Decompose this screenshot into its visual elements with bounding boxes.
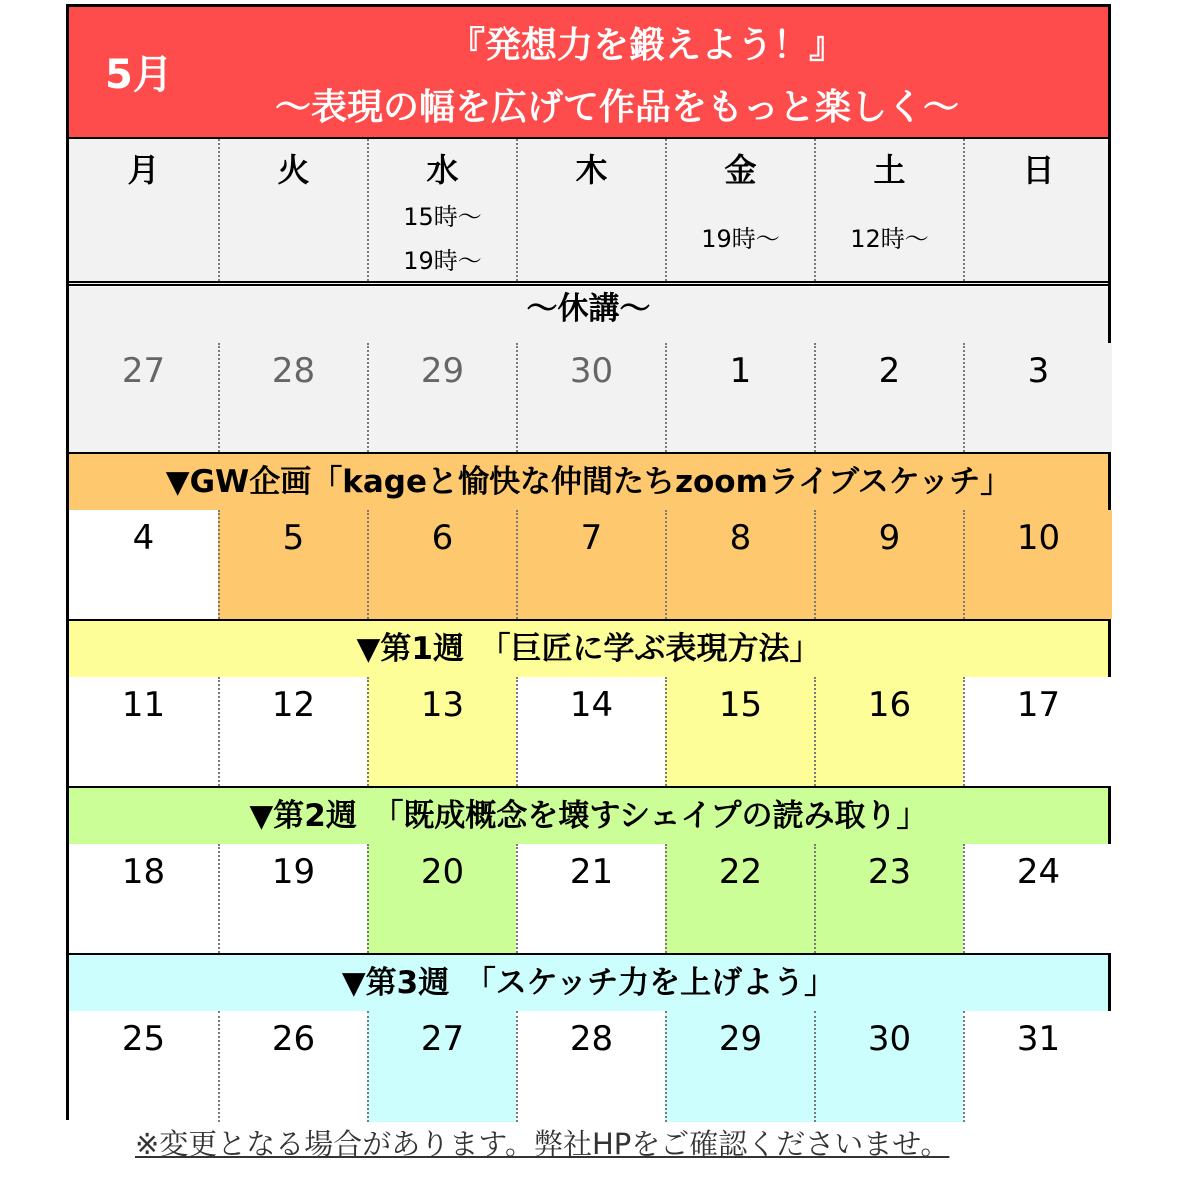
date-cell xyxy=(516,844,665,953)
weekday-name: 土 xyxy=(873,151,906,189)
date-cell xyxy=(516,510,665,619)
date-cell xyxy=(69,677,218,786)
weekday-name: 木 xyxy=(575,151,608,189)
date-cell xyxy=(665,677,814,786)
date-cell xyxy=(665,844,814,953)
week-banner: ▼第2週 「既成概念を壊すシェイプの読み取り」 xyxy=(69,788,1108,844)
calendar-header xyxy=(69,7,1108,139)
date-number: 30 xyxy=(867,1019,912,1059)
date-cell xyxy=(367,343,516,452)
date-number: 19 xyxy=(271,852,316,892)
session-time: 19時～ xyxy=(701,225,780,253)
weekday-name: 火 xyxy=(277,151,310,189)
session-time: 15時～ xyxy=(403,203,482,231)
date-number: 24 xyxy=(1016,852,1061,892)
date-number: 14 xyxy=(569,685,614,725)
date-cell xyxy=(814,510,963,619)
date-number: 26 xyxy=(271,1019,316,1059)
session-time: 19時～ xyxy=(403,247,482,275)
date-cell xyxy=(814,677,963,786)
date-number: 29 xyxy=(420,351,465,391)
date-cell xyxy=(367,844,516,953)
date-number: 10 xyxy=(1016,518,1061,558)
date-number: 7 xyxy=(580,518,603,558)
week-banner: ▼第3週 「スケッチ力を上げよう」 xyxy=(69,955,1108,1011)
weekday-column xyxy=(665,139,814,281)
date-number: 28 xyxy=(569,1019,614,1059)
weekday-name: 水 xyxy=(426,151,459,189)
weekday-name: 日 xyxy=(1022,151,1055,189)
date-cell xyxy=(963,844,1112,953)
date-number: 1 xyxy=(729,351,752,391)
session-time: 12時～ xyxy=(850,225,929,253)
date-cell xyxy=(218,343,367,452)
weekday-column xyxy=(963,139,1112,281)
date-number: 8 xyxy=(729,518,752,558)
footer-note: ※変更となる場合があります。弊社HPをご確認くださいませ。 xyxy=(135,1127,950,1161)
date-cell xyxy=(963,343,1112,452)
week-row xyxy=(69,287,1108,454)
date-cell xyxy=(69,844,218,953)
date-cell xyxy=(218,510,367,619)
date-cell xyxy=(367,677,516,786)
weekday-column xyxy=(814,139,963,281)
date-number: 18 xyxy=(121,852,166,892)
date-number: 22 xyxy=(718,852,763,892)
date-number: 16 xyxy=(867,685,912,725)
date-number: 6 xyxy=(431,518,454,558)
date-cell xyxy=(516,677,665,786)
date-cell xyxy=(963,677,1112,786)
date-number: 12 xyxy=(271,685,316,725)
date-cell xyxy=(516,343,665,452)
weekday-column xyxy=(218,139,367,281)
date-cell xyxy=(963,510,1112,619)
date-cell xyxy=(665,1011,814,1122)
date-cell xyxy=(218,677,367,786)
title-line-1: 『発想力を鍛えよう！』 xyxy=(449,25,846,66)
date-cell xyxy=(814,844,963,953)
weekday-column xyxy=(516,139,665,281)
date-number: 21 xyxy=(569,852,614,892)
date-number: 13 xyxy=(420,685,465,725)
date-cell xyxy=(665,343,814,452)
date-cell xyxy=(367,1011,516,1122)
date-number: 9 xyxy=(878,518,901,558)
title-line-2: ～表現の幅を広げて作品をもっと楽しく～ xyxy=(275,87,960,128)
date-number: 25 xyxy=(121,1019,166,1059)
weekday-column xyxy=(367,139,516,281)
weekday-name: 金 xyxy=(724,151,757,189)
week-row xyxy=(69,788,1108,955)
week-row xyxy=(69,621,1108,788)
date-number: 30 xyxy=(569,351,614,391)
date-cell xyxy=(69,1011,218,1122)
date-number: 3 xyxy=(1027,351,1050,391)
weekday-header-row xyxy=(69,139,1108,286)
calendar xyxy=(66,4,1111,1120)
week-banner: ▼第1週 「巨匠に学ぶ表現方法」 xyxy=(69,621,1108,677)
date-number: 17 xyxy=(1016,685,1061,725)
weekday-name: 月 xyxy=(127,151,160,189)
date-number: 4 xyxy=(132,518,155,558)
date-number: 28 xyxy=(271,351,316,391)
date-cell xyxy=(963,1011,1112,1122)
date-number: 23 xyxy=(867,852,912,892)
date-cell xyxy=(69,510,218,619)
date-number: 27 xyxy=(121,351,166,391)
date-cell xyxy=(367,510,516,619)
week-row xyxy=(69,955,1108,1122)
date-number: 29 xyxy=(718,1019,763,1059)
date-cell xyxy=(69,343,218,452)
date-cell xyxy=(516,1011,665,1122)
weekday-column xyxy=(69,139,218,281)
date-number: 5 xyxy=(282,518,305,558)
date-cell xyxy=(665,510,814,619)
date-cell xyxy=(814,1011,963,1122)
month-label: 5月 xyxy=(105,52,173,98)
week-banner: ～休講～ xyxy=(69,287,1108,343)
date-number: 2 xyxy=(878,351,901,391)
date-number: 11 xyxy=(121,685,166,725)
date-number: 27 xyxy=(420,1019,465,1059)
date-number: 31 xyxy=(1016,1019,1061,1059)
date-number: 20 xyxy=(420,852,465,892)
date-cell xyxy=(814,343,963,452)
week-banner: ▼GW企画「kageと愉快な仲間たちzoomライブスケッチ」 xyxy=(69,454,1108,510)
date-cell xyxy=(218,844,367,953)
date-number: 15 xyxy=(718,685,763,725)
week-row xyxy=(69,454,1108,621)
date-cell xyxy=(218,1011,367,1122)
